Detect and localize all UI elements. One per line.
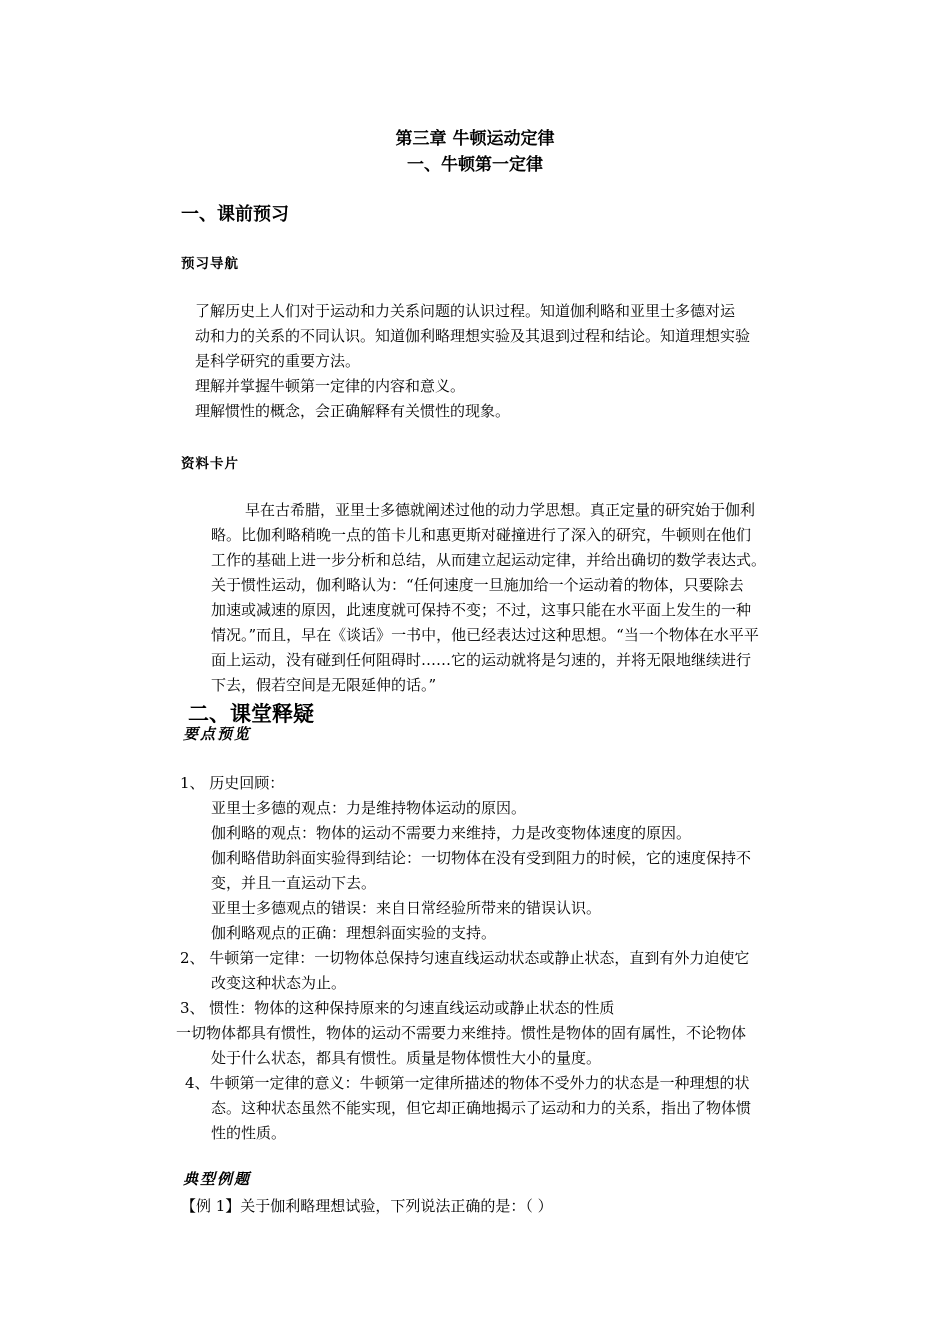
guide-line: 理解并掌握牛顿第一定律的内容和意义。 (195, 377, 466, 395)
points-line: 3、 惯性：物体的这种保持原来的匀速直线运动或静止状态的性质 (180, 999, 615, 1017)
points-line: 伽利略观点的正确：理想斜面实验的支持。 (211, 924, 497, 942)
part2-heading: 二、课堂释疑 (188, 702, 314, 726)
points-line: 2、 牛顿第一定律：一切物体总保持匀速直线运动状态或静止状态，直到有外力迫使它 (180, 949, 750, 967)
guide-line: 动和力的关系的不同认识。知道伽利略理想实验及其退到过程和结论。知道理想实验 (195, 327, 751, 345)
card-line: 面上运动，没有碰到任何阻碍时……它的运动就将是匀速的，并将无限地继续进行 (211, 651, 752, 669)
points-line: 性的性质。 (211, 1124, 287, 1142)
card-line: 加速或减速的原因，此速度就可保持不变；不过，这事只能在水平面上发生的一种 (211, 601, 752, 619)
points-line: 4、牛顿第一定律的意义：牛顿第一定律所描述的物体不受外力的状态是一种理想的状 (185, 1074, 750, 1092)
points-line: 亚里士多德的观点：力是维持物体运动的原因。 (211, 799, 527, 817)
card-line: 下去，假若空间是无限延伸的话。” (211, 676, 437, 694)
points-line: 伽利略的观点：物体的运动不需要力来维持，力是改变物体速度的原因。 (211, 824, 692, 842)
card-heading: 资料卡片 (181, 456, 239, 472)
points-heading: 要点预览 (183, 725, 252, 743)
points-line: 亚里士多德观点的错误：来自日常经验所带来的错误认识。 (211, 899, 602, 917)
points-line: 伽利略借助斜面实验得到结论：一切物体在没有受到阻力的时候，它的速度保持不 (211, 849, 752, 867)
points-line: 态。这种状态虽然不能实现，但它却正确地揭示了运动和力的关系，指出了物体惯 (211, 1099, 752, 1117)
example-heading: 典型例题 (183, 1170, 252, 1188)
points-line: 改变这种状态为止。 (211, 974, 347, 992)
example-1: 【例 1】关于伽利略理想试验，下列说法正确的是：（ ） (181, 1197, 553, 1215)
guide-heading: 预习导航 (181, 256, 239, 272)
chapter-title: 第三章 牛顿运动定律 (395, 129, 555, 149)
card-line: 略。比伽利略稍晚一点的笛卡儿和惠更斯对碰撞进行了深入的研究，牛顿则在他们 (211, 526, 752, 544)
guide-line: 是科学研究的重要方法。 (195, 352, 361, 370)
card-line: 早在古希腊，亚里士多德就阐述过他的动力学思想。真正定量的研究始于伽利 (245, 501, 756, 519)
points-line: 变，并且一直运动下去。 (211, 874, 377, 892)
guide-line: 了解历史上人们对于运动和力关系问题的认识过程。知道伽利略和亚里士多德对运 (195, 302, 736, 320)
points-line: 1、 历史回顾： (180, 774, 285, 792)
points-line: 一切物体都具有惯性，物体的运动不需要力来维持。惯性是物体的固有属性，不论物体 (176, 1024, 747, 1042)
card-line: 关于惯性运动，伽利略认为：“任何速度一旦施加给一个运动着的物体，只要除去 (211, 576, 744, 594)
part1-heading: 一、课前预习 (181, 204, 289, 225)
card-line: 情况。”而且，早在《谈话》一书中，他已经表达过这种思想。“当一个物体在水平平 (211, 626, 759, 644)
section-title: 一、牛顿第一定律 (407, 155, 543, 175)
points-line: 处于什么状态，都具有惯性。质量是物体惯性大小的量度。 (211, 1049, 602, 1067)
guide-line: 理解惯性的概念，会正确解释有关惯性的现象。 (195, 402, 511, 420)
card-line: 工作的基础上进一步分析和总结，从而建立起运动定律，并给出确切的数学表达式。 (211, 551, 767, 569)
